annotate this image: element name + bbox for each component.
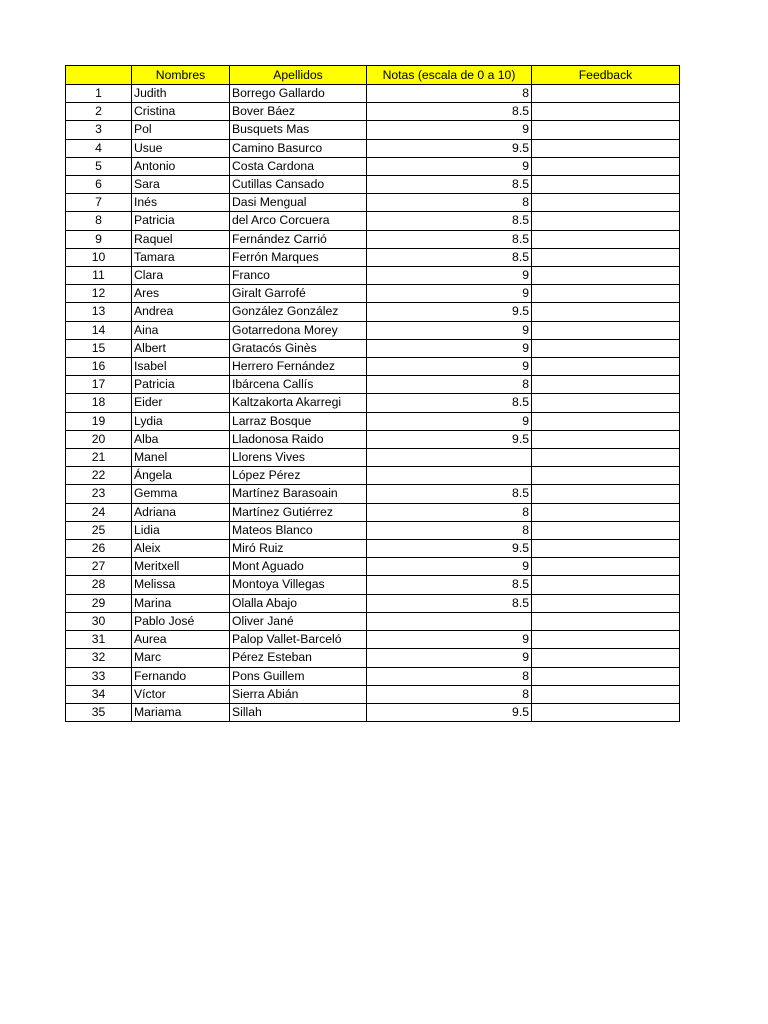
- grades-table: [65, 65, 680, 722]
- nombre-cell[interactable]: Mariama: [132, 703, 230, 721]
- row-number-cell[interactable]: 14: [66, 321, 132, 339]
- feedback-cell[interactable]: [532, 703, 680, 721]
- feedback-cell[interactable]: [532, 412, 680, 430]
- feedback-cell[interactable]: [532, 612, 680, 630]
- feedback-cell[interactable]: [532, 576, 680, 594]
- table-row: [66, 631, 680, 649]
- nombre-cell[interactable]: Víctor: [132, 685, 230, 703]
- row-number-cell[interactable]: 31: [66, 631, 132, 649]
- header-feedback[interactable]: Feedback: [532, 66, 680, 85]
- nota-cell[interactable]: 9: [367, 558, 532, 576]
- nombre-cell[interactable]: Isabel: [132, 358, 230, 376]
- apellidos-cell[interactable]: López Pérez: [230, 467, 367, 485]
- apellidos-cell[interactable]: Gotarredona Morey: [230, 321, 367, 339]
- table-row: [66, 339, 680, 357]
- nota-cell[interactable]: 9: [367, 121, 532, 139]
- nota-cell[interactable]: [367, 449, 532, 467]
- table-row: [66, 358, 680, 376]
- feedback-cell[interactable]: [532, 194, 680, 212]
- apellidos-cell[interactable]: González González: [230, 303, 367, 321]
- feedback-cell[interactable]: [532, 212, 680, 230]
- row-number-cell[interactable]: 20: [66, 430, 132, 448]
- row-number-cell[interactable]: 8: [66, 212, 132, 230]
- apellidos-cell[interactable]: Giralt Garrofé: [230, 285, 367, 303]
- apellidos-cell[interactable]: Camino Basurco: [230, 139, 367, 157]
- row-number-cell[interactable]: 29: [66, 594, 132, 612]
- feedback-cell[interactable]: [532, 485, 680, 503]
- nombre-cell[interactable]: Raquel: [132, 230, 230, 248]
- apellidos-cell[interactable]: Pérez Esteban: [230, 649, 367, 667]
- table-row: [66, 667, 680, 685]
- nota-cell[interactable]: 9: [367, 267, 532, 285]
- apellidos-cell[interactable]: Ferrón Marques: [230, 248, 367, 266]
- table-row: [66, 157, 680, 175]
- table-row: [66, 285, 680, 303]
- nota-cell[interactable]: 9.5: [367, 430, 532, 448]
- nota-cell[interactable]: 8.5: [367, 576, 532, 594]
- table-row: [66, 376, 680, 394]
- feedback-cell[interactable]: [532, 667, 680, 685]
- table-row: [66, 394, 680, 412]
- nota-cell[interactable]: 9: [367, 631, 532, 649]
- nota-cell[interactable]: 8: [367, 85, 532, 103]
- nombre-cell[interactable]: Cristina: [132, 103, 230, 121]
- table-row: [66, 303, 680, 321]
- row-number-cell[interactable]: 23: [66, 485, 132, 503]
- nota-cell[interactable]: 9: [367, 649, 532, 667]
- feedback-cell[interactable]: [532, 467, 680, 485]
- nombre-cell[interactable]: Marina: [132, 594, 230, 612]
- nombre-cell[interactable]: Ares: [132, 285, 230, 303]
- feedback-cell[interactable]: [532, 358, 680, 376]
- row-number-cell[interactable]: 10: [66, 248, 132, 266]
- table-row: [66, 703, 680, 721]
- table-row: [66, 176, 680, 194]
- nombre-cell[interactable]: Patricia: [132, 212, 230, 230]
- nota-cell[interactable]: 9.5: [367, 703, 532, 721]
- apellidos-cell[interactable]: Mont Aguado: [230, 558, 367, 576]
- table-row: [66, 467, 680, 485]
- apellidos-cell[interactable]: Lladonosa Raido: [230, 430, 367, 448]
- feedback-cell[interactable]: [532, 376, 680, 394]
- nota-cell[interactable]: 8.5: [367, 103, 532, 121]
- nombre-cell[interactable]: Marc: [132, 649, 230, 667]
- nombre-cell[interactable]: Adriana: [132, 503, 230, 521]
- nombre-cell[interactable]: Albert: [132, 339, 230, 357]
- feedback-cell[interactable]: [532, 449, 680, 467]
- row-number-cell[interactable]: 28: [66, 576, 132, 594]
- feedback-cell[interactable]: [532, 285, 680, 303]
- apellidos-cell[interactable]: Miró Ruiz: [230, 540, 367, 558]
- nombre-cell[interactable]: Lidia: [132, 521, 230, 539]
- feedback-cell[interactable]: [532, 85, 680, 103]
- nota-cell[interactable]: 9: [367, 412, 532, 430]
- nombre-cell[interactable]: Lydia: [132, 412, 230, 430]
- nota-cell[interactable]: [367, 467, 532, 485]
- nota-cell[interactable]: 8.5: [367, 176, 532, 194]
- table-row: [66, 212, 680, 230]
- nombre-cell[interactable]: Aleix: [132, 540, 230, 558]
- row-number-cell[interactable]: 27: [66, 558, 132, 576]
- row-number-cell[interactable]: 35: [66, 703, 132, 721]
- nota-cell[interactable]: 9: [367, 157, 532, 175]
- row-number-cell[interactable]: 2: [66, 103, 132, 121]
- row-number-cell[interactable]: 4: [66, 139, 132, 157]
- table-row: [66, 612, 680, 630]
- feedback-cell[interactable]: [532, 521, 680, 539]
- table-body: [66, 85, 680, 722]
- nombre-cell[interactable]: Antonio: [132, 157, 230, 175]
- nombre-cell[interactable]: Pablo José: [132, 612, 230, 630]
- feedback-cell[interactable]: [532, 540, 680, 558]
- feedback-cell[interactable]: [532, 503, 680, 521]
- row-number-cell[interactable]: 16: [66, 358, 132, 376]
- nombre-cell[interactable]: Eider: [132, 394, 230, 412]
- table-row: [66, 594, 680, 612]
- nota-cell[interactable]: 8.5: [367, 394, 532, 412]
- table-row: [66, 321, 680, 339]
- nota-cell[interactable]: 9.5: [367, 540, 532, 558]
- row-number-cell[interactable]: 32: [66, 649, 132, 667]
- row-number-cell[interactable]: 24: [66, 503, 132, 521]
- row-number-cell[interactable]: 33: [66, 667, 132, 685]
- nombre-cell[interactable]: Melissa: [132, 576, 230, 594]
- nota-cell[interactable]: 9: [367, 285, 532, 303]
- nombre-cell[interactable]: Usue: [132, 139, 230, 157]
- table-row: [66, 540, 680, 558]
- row-number-cell[interactable]: 1: [66, 85, 132, 103]
- apellidos-cell[interactable]: Sillah: [230, 703, 367, 721]
- nombre-cell[interactable]: Meritxell: [132, 558, 230, 576]
- nombre-cell[interactable]: Aurea: [132, 631, 230, 649]
- feedback-cell[interactable]: [532, 303, 680, 321]
- table-row: [66, 267, 680, 285]
- apellidos-cell[interactable]: Oliver Jané: [230, 612, 367, 630]
- nota-cell[interactable]: 9.5: [367, 139, 532, 157]
- row-number-cell[interactable]: 18: [66, 394, 132, 412]
- apellidos-cell[interactable]: Borrego Gallardo: [230, 85, 367, 103]
- row-number-cell[interactable]: 9: [66, 230, 132, 248]
- table-row: [66, 230, 680, 248]
- table-row: [66, 430, 680, 448]
- table-row: [66, 194, 680, 212]
- nota-cell[interactable]: 8.5: [367, 248, 532, 266]
- nota-cell[interactable]: 8.5: [367, 212, 532, 230]
- table-row: [66, 103, 680, 121]
- apellidos-cell[interactable]: del Arco Corcuera: [230, 212, 367, 230]
- nombre-cell[interactable]: Manel: [132, 449, 230, 467]
- apellidos-cell[interactable]: Costa Cardona: [230, 157, 367, 175]
- apellidos-cell[interactable]: Montoya Villegas: [230, 576, 367, 594]
- nombre-cell[interactable]: Patricia: [132, 376, 230, 394]
- feedback-cell[interactable]: [532, 339, 680, 357]
- nota-cell[interactable]: 8: [367, 376, 532, 394]
- feedback-cell[interactable]: [532, 594, 680, 612]
- table-row: [66, 85, 680, 103]
- apellidos-cell[interactable]: Pons Guillem: [230, 667, 367, 685]
- nota-cell[interactable]: 9.5: [367, 303, 532, 321]
- feedback-cell[interactable]: [532, 649, 680, 667]
- table-row: [66, 503, 680, 521]
- feedback-cell[interactable]: [532, 139, 680, 157]
- feedback-cell[interactable]: [532, 321, 680, 339]
- nota-cell[interactable]: 9: [367, 358, 532, 376]
- feedback-cell[interactable]: [532, 267, 680, 285]
- row-number-cell[interactable]: 13: [66, 303, 132, 321]
- row-number-cell[interactable]: 25: [66, 521, 132, 539]
- row-number-cell[interactable]: 3: [66, 121, 132, 139]
- table-row: [66, 449, 680, 467]
- row-number-cell[interactable]: 5: [66, 157, 132, 175]
- row-number-cell[interactable]: 6: [66, 176, 132, 194]
- row-number-cell[interactable]: 15: [66, 339, 132, 357]
- header-index-cell[interactable]: [66, 66, 132, 85]
- nota-cell[interactable]: 8: [367, 503, 532, 521]
- table-row: [66, 248, 680, 266]
- table-row: [66, 649, 680, 667]
- apellidos-cell[interactable]: Martínez Gutiérrez: [230, 503, 367, 521]
- nombre-cell[interactable]: Ángela: [132, 467, 230, 485]
- feedback-cell[interactable]: [532, 103, 680, 121]
- row-number-cell[interactable]: 26: [66, 540, 132, 558]
- feedback-cell[interactable]: [532, 430, 680, 448]
- apellidos-cell[interactable]: Franco: [230, 267, 367, 285]
- apellidos-cell[interactable]: Martínez Barasoain: [230, 485, 367, 503]
- feedback-cell[interactable]: [532, 230, 680, 248]
- table-row: [66, 485, 680, 503]
- nombre-cell[interactable]: Inés: [132, 194, 230, 212]
- nota-cell[interactable]: 8.5: [367, 485, 532, 503]
- nombre-cell[interactable]: Judith: [132, 85, 230, 103]
- table-row: [66, 139, 680, 157]
- apellidos-cell[interactable]: Kaltzakorta Akarregi: [230, 394, 367, 412]
- table-row: [66, 558, 680, 576]
- header-notas[interactable]: Notas (escala de 0 a 10): [367, 66, 532, 85]
- nombre-cell[interactable]: Tamara: [132, 248, 230, 266]
- apellidos-cell[interactable]: Busquets Mas: [230, 121, 367, 139]
- row-number-cell[interactable]: 12: [66, 285, 132, 303]
- feedback-cell[interactable]: [532, 631, 680, 649]
- row-number-cell[interactable]: 19: [66, 412, 132, 430]
- nombre-cell[interactable]: Sara: [132, 176, 230, 194]
- nota-cell[interactable]: 8: [367, 685, 532, 703]
- nota-cell[interactable]: 8: [367, 194, 532, 212]
- nombre-cell[interactable]: Alba: [132, 430, 230, 448]
- row-number-cell[interactable]: 11: [66, 267, 132, 285]
- apellidos-cell[interactable]: Cutillas Cansado: [230, 176, 367, 194]
- row-number-cell[interactable]: 21: [66, 449, 132, 467]
- apellidos-cell[interactable]: Gratacós Ginès: [230, 339, 367, 357]
- apellidos-cell[interactable]: Larraz Bosque: [230, 412, 367, 430]
- row-number-cell[interactable]: 22: [66, 467, 132, 485]
- nombre-cell[interactable]: Clara: [132, 267, 230, 285]
- table-row: [66, 412, 680, 430]
- header-nombres[interactable]: Nombres: [132, 66, 230, 85]
- apellidos-cell[interactable]: Dasi Mengual: [230, 194, 367, 212]
- feedback-cell[interactable]: [532, 176, 680, 194]
- nombre-cell[interactable]: Gemma: [132, 485, 230, 503]
- apellidos-cell[interactable]: Llorens Vives: [230, 449, 367, 467]
- row-number-cell[interactable]: 7: [66, 194, 132, 212]
- apellidos-cell[interactable]: Herrero Fernández: [230, 358, 367, 376]
- nombre-cell[interactable]: Fernando: [132, 667, 230, 685]
- nota-cell[interactable]: 8: [367, 521, 532, 539]
- feedback-cell[interactable]: [532, 685, 680, 703]
- apellidos-cell[interactable]: Sierra Abián: [230, 685, 367, 703]
- row-number-cell[interactable]: 17: [66, 376, 132, 394]
- apellidos-cell[interactable]: Palop Vallet-Barceló: [230, 631, 367, 649]
- nombre-cell[interactable]: Andrea: [132, 303, 230, 321]
- nota-cell[interactable]: 8.5: [367, 594, 532, 612]
- table-row: [66, 685, 680, 703]
- nombre-cell[interactable]: Aina: [132, 321, 230, 339]
- nota-cell[interactable]: 8.5: [367, 230, 532, 248]
- nota-cell[interactable]: 8: [367, 667, 532, 685]
- nota-cell[interactable]: 9: [367, 321, 532, 339]
- feedback-cell[interactable]: [532, 248, 680, 266]
- nota-cell[interactable]: [367, 612, 532, 630]
- feedback-cell[interactable]: [532, 121, 680, 139]
- table-row: [66, 576, 680, 594]
- apellidos-cell[interactable]: Bover Báez: [230, 103, 367, 121]
- apellidos-cell[interactable]: Ibárcena Callís: [230, 376, 367, 394]
- table-row: [66, 121, 680, 139]
- apellidos-cell[interactable]: Olalla Abajo: [230, 594, 367, 612]
- table-row: [66, 521, 680, 539]
- apellidos-cell[interactable]: Mateos Blanco: [230, 521, 367, 539]
- header-row: [66, 66, 680, 85]
- nombre-cell[interactable]: Pol: [132, 121, 230, 139]
- feedback-cell[interactable]: [532, 558, 680, 576]
- feedback-cell[interactable]: [532, 394, 680, 412]
- feedback-cell[interactable]: [532, 157, 680, 175]
- row-number-cell[interactable]: 30: [66, 612, 132, 630]
- row-number-cell[interactable]: 34: [66, 685, 132, 703]
- apellidos-cell[interactable]: Fernández Carrió: [230, 230, 367, 248]
- header-apellidos[interactable]: Apellidos: [230, 66, 367, 85]
- nota-cell[interactable]: 9: [367, 339, 532, 357]
